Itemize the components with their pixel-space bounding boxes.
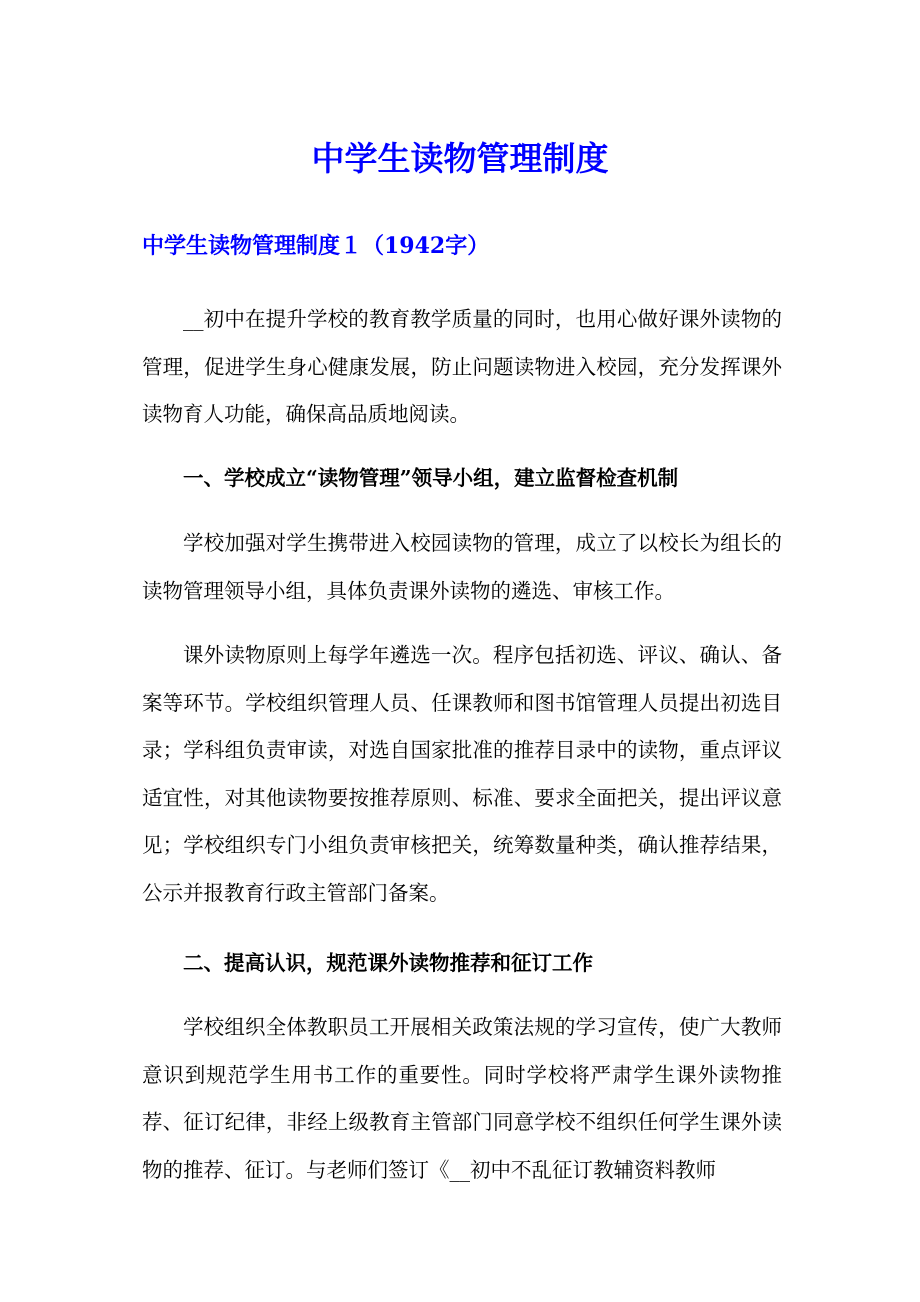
heading-2: 二、提高认识，规范课外读物推荐和征订工作	[183, 951, 593, 975]
paragraph-2: 课外读物原则上每学年遴选一次。程序包括初选、评议、确认、备案等环节。学校组织管理人员、任课教师和图书馆管理人员提出初选目录；学科组负责审读，对选自国家批准的推荐目录中的读物，重点评议适宜性，对其他读物要按推荐原则、标准、要求全面把关，提出评议意见；学校组织专门小组负责审核把关，统筹数量种类，确认推荐结果，公示并报教育行政主管部门备案。	[142, 643, 782, 905]
section-title: 中学生读物管理制度１（1942字）	[142, 233, 490, 259]
paragraph-3: 学校组织全体教职员工开展相关政策法规的学习宣传，使广大教师意识到规范学生用书工作的重要性。同时学校将严肃学生课外读物推荐、征订纪律，非经上级教育主管部门同意学校不组织任何学生课外读物的推荐、征订。与老师们签订《__初中不乱征订教辅资料教师	[142, 1015, 782, 1182]
intro-paragraph: __初中在提升学校的教育教学质量的同时，也用心做好课外读物的管理，促进学生身心健康发展，防止问题读物进入校园，充分发挥课外读物育人功能，确保高品质地阅读。	[142, 307, 782, 426]
document-title: 中学生读物管理制度	[311, 139, 609, 178]
heading-1: 一、学校成立“读物管理”领导小组，建立监督检查机制	[183, 466, 679, 490]
paragraph-1: 学校加强对学生携带进入校园读物的管理，成立了以校长为组长的读物管理领导小组，具体负责课外读物的遴选、审核工作。	[142, 531, 782, 603]
